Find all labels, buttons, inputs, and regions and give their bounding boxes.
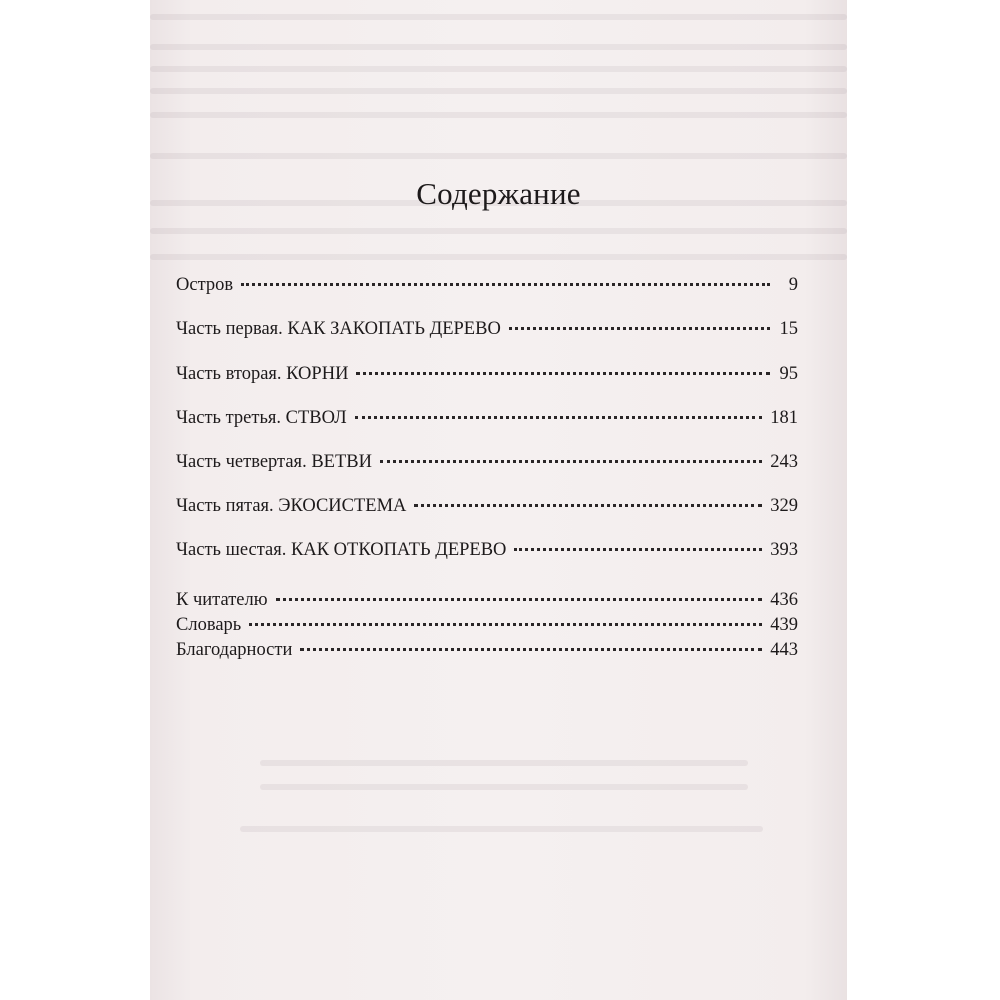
toc-entry-label: Остров [176,275,234,295]
dot-leader [241,283,770,286]
dot-leader [276,598,763,601]
show-through-line [150,14,847,20]
dot-leader [355,416,763,419]
toc-entry-label: К читателю [176,590,268,610]
toc-entry-page: 393 [770,540,798,560]
toc-entry-label: Часть первая. КАК ЗАКОПАТЬ ДЕРЕВО [176,319,501,339]
show-through-line [150,254,847,260]
toc-entry [176,588,798,612]
toc-entry-label: Словарь [176,615,242,635]
dot-leader [249,623,762,626]
show-through-line [260,784,748,790]
page-title: Содержание [416,176,581,211]
toc-entry [176,406,798,430]
toc-entry [176,613,798,637]
toc-entry [176,317,798,341]
dot-leader [509,327,770,330]
show-through-line [150,88,847,94]
toc-entry-page: 243 [770,452,798,472]
toc-entry-label: Часть четвертая. ВЕТВИ [176,452,372,472]
dot-leader [414,504,762,507]
toc-entry [176,273,798,297]
show-through-line [150,66,847,72]
show-through-line [150,44,847,50]
dot-leader [514,548,762,551]
toc-entry-page: 9 [788,275,798,295]
toc-entry-page: 439 [770,615,798,635]
book-page [150,0,847,1000]
show-through-line [150,112,847,118]
toc-entry-page: 443 [770,640,798,660]
table-of-contents [176,268,798,660]
toc-entry-page: 181 [770,408,798,428]
toc-entry-label: Часть вторая. КОРНИ [176,364,349,384]
toc-entry-label: Часть третья. СТВОЛ [176,408,347,428]
dot-leader [380,460,762,463]
show-through-line [240,826,763,832]
dot-leader [356,372,770,375]
show-through-line [150,228,847,234]
toc-entry-page: 436 [770,590,798,610]
toc-entry-page: 15 [779,319,798,339]
toc-entry [176,538,798,562]
toc-entry-page: 329 [770,496,798,516]
toc-entry [176,362,798,386]
toc-entry-label: Часть пятая. ЭКОСИСТЕМА [176,496,407,516]
show-through-line [150,153,847,159]
toc-entry-label: Часть шестая. КАК ОТКОПАТЬ ДЕРЕВО [176,540,507,560]
toc-entry [176,638,798,662]
show-through-line [260,760,748,766]
toc-entry-page: 95 [779,364,798,384]
dot-leader [300,648,762,651]
toc-entry [176,494,798,518]
toc-entry [176,450,798,474]
toc-entry-label: Благодарности [176,640,293,660]
